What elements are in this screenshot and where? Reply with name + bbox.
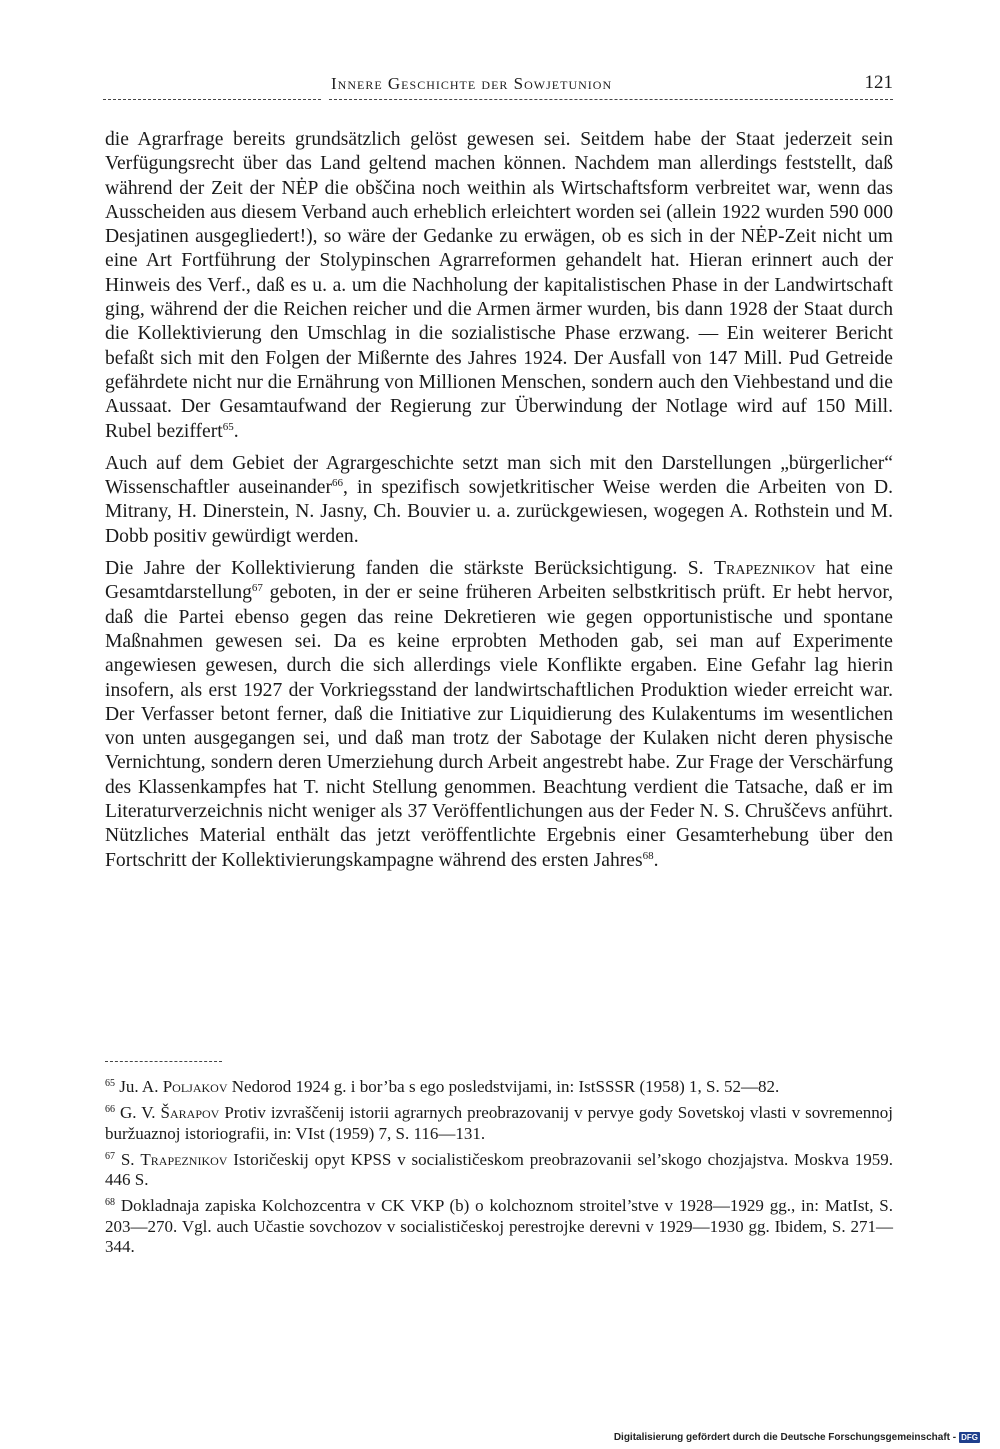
text-run: Dokladnaja zapiska Kolchozcentra v CK VKP (b) o kolchoznom stroitel’stve v 1928—1929 gg., in: MatIst, S. 203—270. Vgl. auch Učastie sovchozov v socialističeskoj perestrojke derevni v 1929—1930 gg. Ibidem, S. 271—344. (105, 1196, 893, 1257)
author-name: Šarapov (160, 1103, 220, 1123)
header-rule-right (329, 99, 893, 100)
footnote-ref: 66 (332, 477, 344, 490)
dfg-logo: DFG (961, 1433, 978, 1442)
text-run: geboten, in der er seine früheren Arbeiten selbstkritisch prüft. Er hebt hervor, daß die Partei ebenso gegen das reine Dekretieren wie gegen opportunistische und spontane Maßnahmen gewesen sei. Da es keine erprobten Methoden gab, sei man auf Experimente angewiesen gewesen, durch die sich allerdings viele Konflikte ergaben. Eine Gefahr lag hierin insofern, als erst 1927 der Vorkriegsstand der landwirtschaftlichen Produktion wieder erreicht war. Der Verfasser betont ferner, daß die Initiative zur Liquidierung des Kulakentums im wesentlichen von unten ausgegangen sei, und daß man trotz der Sabotage der Kulaken nicht deren physische Vernichtung, sondern deren Umerziehung durch Arbeit angestrebt habe. Zur Frage der Verschärfung des Klassenkampfes hat T. nicht Stellung genommen. Beachtung verdient die Tatsache, daß er im Literaturverzeichnis nicht weniger als 37 Veröffentlichungen aus der Feder N. S. Chruščevs anführt. Nützliches Material enthält das jetzt veröffentlichte Ergebnis einer Gesamterhebung über den Fortschritt der Kollektivierungskampagne während des ersten Jahres (105, 582, 893, 871)
footnote (105, 1150, 893, 1191)
footnote-number: 66 (105, 1104, 115, 1116)
text-run: , in spezifisch sowjetkritischer Weise werden die Arbeiten von D. Mitrany, H. Dinerstein, N. Jasny, Ch. Bouvier u. a. zurückgewiesen, wogegen A. Rothstein und M. Dobb positiv gewürdigt werden. (105, 477, 894, 547)
text-run: Auch auf dem Gebiet der Agrargeschichte setzt man sich mit den Darstellungen „bürgerlicher“ Wissenschaftler auseinander (105, 452, 893, 499)
footnote-number: 65 (105, 1078, 115, 1089)
footnote-number: 68 (105, 1197, 115, 1209)
author-name: Trapeznikov (714, 558, 816, 580)
running-title: Innere Geschichte der Sowjetunion (331, 74, 613, 93)
text-run: S. (120, 1149, 141, 1169)
author-name: Trapeznikov (140, 1149, 228, 1169)
text-run: hat eine Gesamtdarstellung (105, 558, 893, 604)
footnote (105, 1196, 893, 1257)
text-run: Die Jahre der Kollektivierung fanden die stärkste Berücksichtigung. S. (105, 558, 715, 580)
footnote (105, 1077, 893, 1097)
text-run: Protiv izvraščenij istorii agrarnych preobrazovanij v pervye gody Sovetskoj vlasti v sovremennoj buržuaznoj istoriografii, in: VIst (1959) 7, S. 116—131. (105, 1103, 893, 1143)
author-name: Poljakov (162, 1077, 228, 1096)
footnote-ref: 68 (642, 849, 654, 862)
text-run: Istoričeskij opyt KPSS v socialističeskom preobrazovanii sel’skogo chozjajstva. Moskva 1959. 446 S. (105, 1149, 893, 1190)
digitization-credit (614, 1432, 980, 1443)
header-rule-left (103, 99, 321, 100)
text-run: . (233, 420, 239, 442)
credit-text: Digitalisierung gefördert durch die Deutsche Forschungsgemeinschaft - (613, 1432, 957, 1443)
footnote-ref: 67 (251, 582, 263, 595)
body-text (105, 128, 893, 873)
text-run: G. V. (120, 1103, 161, 1123)
footnotes (105, 1077, 893, 1263)
text-run: Ju. A. (119, 1077, 163, 1096)
text-run: . (653, 849, 659, 871)
paragraph (105, 557, 893, 873)
text-run: die Agrarfrage bereits grundsätzlich gelöst gewesen sei. Seitdem habe der Staat jederzeit sein Verfügungsrecht über das Land geltend machen können. Nachdem man allerdings feststellt, daß während der Zeit der NĖP die obščina noch weithin als Wirtschaftsform verbreitet war, wenn das Ausscheiden aus diesem Verband auch erheblich erleichtert worden sei (allein 1922 wurden 590 000 Desjatinen ausgegliedert!), so wäre der Gedanke zu erwägen, ob es sich in der NĖP-Zeit nicht um eine Art Fortführung der Stolypinschen Agrarreformen gehandelt hat. Hieran erinnert auch der Hinweis des Verf., daß es u. a. um die Nachholung der kapitalistischen Phase in der Landwirtschaft ging, während der die Reichen reicher und die Armen ärmer wurden, bis dann 1928 der Staat durch die Kollektivierung den Umschlag in die sozialistische Phase erzwang. — Ein weiterer Bericht befaßt sich mit den Folgen der Mißernte des Jahres 1924. Der Ausfall von 147 Mill. Pud Getreide gefährdete nicht nur die Ernährung von Millionen Menschen, sondern auch den Viehbestand und die Aussaat. Der Gesamtaufwand der Regierung zur Überwindung der Notlage wird auf 150 Mill. Rubel beziffert (105, 129, 893, 442)
text-run: Nedorod 1924 g. i bor’ba s ego posledstvijami, in: IstSSSR (1958) 1, S. 52—82. (227, 1077, 780, 1096)
footnote-ref: 65 (222, 420, 234, 433)
paragraph (105, 452, 893, 549)
footnote (105, 1103, 893, 1144)
footnote-rule (105, 1061, 222, 1062)
page-number: 121 (864, 72, 893, 93)
footnote-number: 67 (105, 1150, 115, 1162)
running-head (103, 70, 893, 102)
paragraph (105, 128, 893, 444)
